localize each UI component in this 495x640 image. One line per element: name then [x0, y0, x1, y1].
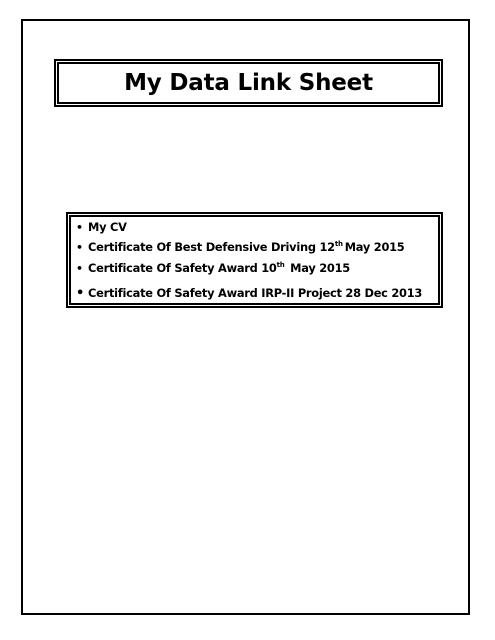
- link-date: May 2015: [286, 261, 350, 275]
- page-border: [21, 19, 470, 615]
- link-label: My CV: [88, 220, 127, 234]
- bullet-icon: •: [76, 262, 83, 275]
- bullet-icon: •: [76, 241, 83, 254]
- document-links-list: [68, 214, 441, 306]
- bullet-icon: •: [76, 286, 85, 301]
- link-safety-award-irp-certificate[interactable]: [76, 286, 422, 301]
- link-label: Certificate Of Safety Award 10: [88, 261, 277, 275]
- link-defensive-driving-certificate[interactable]: [76, 240, 404, 254]
- link-safety-award-certificate[interactable]: [76, 261, 350, 275]
- link-my-cv[interactable]: [76, 220, 127, 234]
- title-box: [54, 59, 443, 107]
- page-title: My Data Link Sheet: [124, 69, 373, 96]
- link-date: May 2015: [344, 240, 405, 254]
- ordinal-suffix: th: [276, 261, 285, 269]
- document-links-box: [66, 212, 443, 308]
- link-label: Certificate Of Best Defensive Driving 12: [88, 240, 335, 254]
- link-label: Certificate Of Safety Award IRP-II Project 28 Dec 2013: [88, 286, 423, 300]
- bullet-icon: •: [76, 221, 83, 234]
- ordinal-suffix: th: [334, 240, 343, 248]
